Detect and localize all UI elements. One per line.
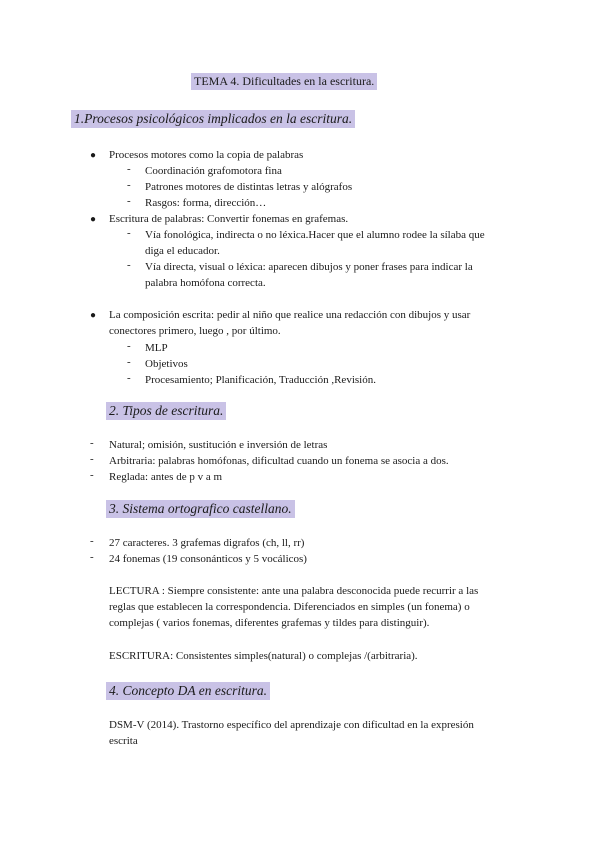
section-heading-1: 1.Procesos psicológicos implicados en la escritura. <box>71 110 355 128</box>
sub-item: Objetivos <box>145 358 188 370</box>
dash-icon: - <box>127 356 131 368</box>
list-item: 27 caracteres. 3 grafemas digrafos (ch, ll, rr) <box>109 537 305 549</box>
sub-item: MLP <box>145 342 168 354</box>
list-item: Procesos motores como la copia de palabras <box>109 149 304 161</box>
sub-item: Procesamiento; Planificación, Traducción ,Revisión. <box>145 374 376 386</box>
dash-icon: - <box>90 535 94 547</box>
paragraph-line: reglas que establecen la correspondencia. Diferenciados en simples (un fonema) o <box>109 601 470 613</box>
page-title: TEMA 4. Dificultades en la escritura. <box>191 73 377 90</box>
paragraph-line: complejas ( varios fonemas, diferentes grafemas y tildes para distinguir). <box>109 617 430 629</box>
dash-icon: - <box>90 551 94 563</box>
list-item: La composición escrita: pedir al niño que realice una redacción con dibujos y usar <box>109 309 471 321</box>
sub-item: Rasgos: forma, dirección… <box>145 197 267 209</box>
dash-icon: - <box>90 469 94 481</box>
dash-icon: - <box>127 259 131 271</box>
paragraph-line: LECTURA : Siempre consistente: ante una palabra desconocida puede recurrir a las <box>109 585 479 597</box>
dash-icon: - <box>127 340 131 352</box>
dash-icon: - <box>127 195 131 207</box>
dash-icon: - <box>127 163 131 175</box>
section-heading-3: 3. Sistema ortografico castellano. <box>106 500 295 518</box>
paragraph-line: DSM-V (2014). Trastorno específico del aprendizaje con dificultad en la expresión <box>109 719 474 731</box>
section-heading-4: 4. Concepto DA en escritura. <box>106 682 270 700</box>
list-item: Arbitraria: palabras homófonas, dificultad cuando un fonema se asocia a dos. <box>109 455 449 467</box>
dash-icon: - <box>127 227 131 239</box>
paragraph-line: ESCRITURA: Consistentes simples(natural) o complejas /(arbitraria). <box>109 650 418 662</box>
list-item: Escritura de palabras: Convertir fonemas en grafemas. <box>109 213 349 225</box>
sub-item-continued: diga el educador. <box>145 245 220 257</box>
dash-icon: - <box>127 372 131 384</box>
sub-item: Vía fonológica, indirecta o no léxica.Hacer que el alumno rodee la sílaba que <box>145 229 485 241</box>
list-item: Reglada: antes de p v a m <box>109 471 223 483</box>
dash-icon: - <box>90 453 94 465</box>
sub-item: Vía directa, visual o léxica: aparecen dibujos y poner frases para indicar la <box>145 261 473 273</box>
bullet-icon: ● <box>90 150 97 161</box>
sub-item-continued: palabra homófona correcta. <box>145 277 266 289</box>
paragraph-line: escrita <box>109 735 138 747</box>
bullet-icon: ● <box>90 214 97 225</box>
list-item: Natural; omisión, sustitución e inversión de letras <box>109 439 328 451</box>
list-item: 24 fonemas (19 consonánticos y 5 vocálicos) <box>109 553 307 565</box>
dash-icon: - <box>127 179 131 191</box>
sub-item: Patrones motores de distintas letras y alógrafos <box>145 181 353 193</box>
sub-item: Coordinación grafomotora fina <box>145 165 282 177</box>
dash-icon: - <box>90 437 94 449</box>
section-heading-2: 2. Tipos de escritura. <box>106 402 226 420</box>
list-item-continued: conectores primero, luego , por último. <box>109 325 281 337</box>
bullet-icon: ● <box>90 310 97 321</box>
